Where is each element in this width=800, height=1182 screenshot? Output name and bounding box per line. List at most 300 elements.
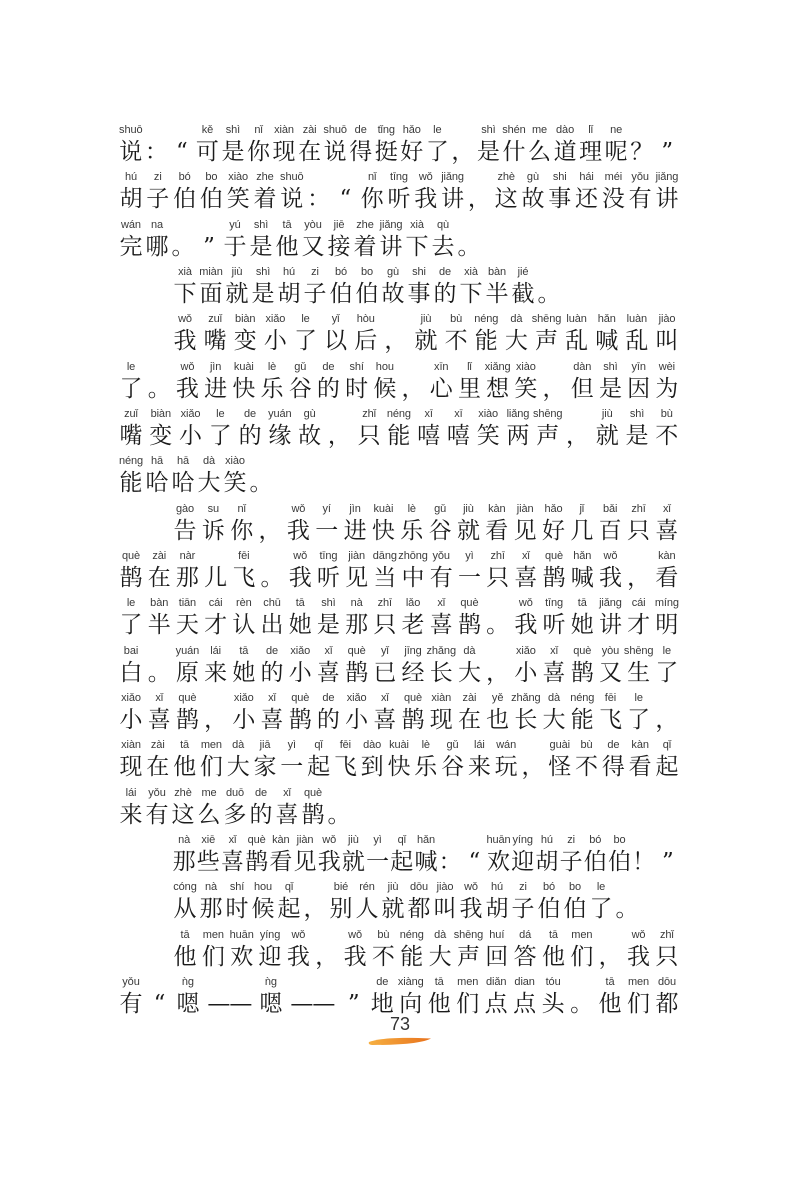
pinyin: xiē — [201, 833, 216, 846]
pinyin: cóng — [173, 881, 197, 894]
hanzi: 大 — [504, 328, 528, 355]
pinyin: jiù — [231, 265, 243, 278]
pinyin: bù — [450, 313, 463, 326]
hanzi: 鹊 — [542, 564, 566, 591]
pinyin: ne — [610, 124, 623, 136]
hanzi: 缘 — [268, 422, 292, 449]
pinyin: gù — [526, 171, 539, 184]
pinyin: lái — [125, 786, 137, 799]
hanzi: 时 — [225, 896, 249, 923]
hanzi: ” — [347, 990, 360, 1017]
pinyin: wǒ — [603, 549, 618, 562]
hanzi: 伯 — [563, 896, 587, 923]
hanzi: ， — [204, 706, 228, 733]
pinyin: xiǎo — [180, 407, 201, 420]
hanzi: 飞 — [333, 754, 357, 781]
pinyin: zhè — [174, 786, 192, 799]
hanzi: 好 — [541, 517, 565, 544]
pinyin: tā — [180, 928, 190, 941]
ruby-cell — [372, 595, 398, 642]
hanzi: 大 — [542, 706, 566, 733]
ruby-cell — [373, 122, 399, 169]
hanzi: 我 — [514, 612, 538, 639]
pinyin: bó — [178, 171, 191, 184]
pinyin: lè — [267, 360, 277, 373]
pinyin: le — [433, 124, 442, 136]
hanzi: 头 — [541, 990, 565, 1017]
ruby-cell — [172, 264, 198, 311]
ruby-cell — [520, 737, 546, 784]
pinyin: xiǎng — [484, 360, 511, 373]
pinyin: le — [634, 691, 643, 704]
ruby-cell — [196, 832, 220, 879]
hanzi: ： — [307, 186, 331, 213]
hanzi: 候 — [373, 375, 397, 402]
hanzi: 理 — [579, 139, 603, 165]
ruby-cell — [406, 264, 432, 311]
pinyin: nǐ — [367, 171, 377, 184]
pinyin: na — [150, 218, 164, 231]
pinyin: fēi — [604, 691, 617, 704]
ruby-cell — [484, 501, 510, 548]
ruby-cell — [118, 548, 144, 595]
pinyin: zhe — [256, 171, 274, 184]
hanzi: 见 — [293, 848, 317, 875]
pinyin: bo — [205, 171, 218, 184]
ruby-cell — [484, 879, 510, 926]
pinyin: shēng — [532, 407, 563, 420]
hanzi: 鹊 — [301, 801, 325, 828]
pinyin: wèi — [658, 360, 675, 373]
ruby-cell — [541, 359, 567, 406]
pinyin: hái — [579, 171, 594, 184]
ruby-cell — [432, 879, 458, 926]
hanzi: 好 — [400, 139, 424, 165]
ruby-cell — [564, 406, 590, 453]
pinyin: qù — [436, 218, 450, 231]
hanzi: 这 — [171, 801, 195, 828]
ruby-cell — [390, 832, 414, 879]
pinyin: xǐ — [268, 691, 276, 704]
ruby-cell — [297, 406, 323, 453]
pinyin: yòu — [601, 644, 620, 657]
hanzi: 现 — [119, 754, 143, 781]
pinyin: tīng — [389, 171, 408, 184]
ruby-cell — [626, 359, 652, 406]
hanzi: 只 — [627, 517, 650, 544]
pinyin: yǐ — [331, 313, 340, 326]
hanzi: 飞 — [598, 706, 622, 733]
ruby-cell — [293, 832, 317, 879]
pinyin: rén — [359, 881, 375, 894]
hanzi: 胡 — [119, 186, 143, 213]
ruby-cell — [354, 879, 380, 926]
hanzi: 。 — [457, 233, 481, 260]
ruby-cell — [285, 927, 311, 974]
pinyin: lǐ — [467, 360, 472, 373]
hanzi: 生 — [627, 659, 651, 686]
hanzi: 小 — [179, 422, 203, 449]
pinyin: xiǎo — [515, 644, 536, 657]
text-line — [118, 737, 680, 784]
ruby-cell — [552, 122, 578, 169]
pinyin: tā — [180, 739, 190, 752]
pinyin: bó — [542, 881, 556, 894]
pinyin: le — [662, 644, 672, 657]
ruby-cell — [145, 169, 171, 216]
pinyin: xǐ — [550, 644, 558, 657]
hanzi: 心 — [429, 375, 453, 402]
ruby-cell — [207, 406, 233, 453]
page-number-brush-stroke — [368, 1034, 432, 1048]
hanzi: 道 — [553, 139, 577, 165]
hanzi: 子 — [511, 896, 535, 923]
ruby-cell — [259, 690, 285, 737]
pinyin: xǐ — [662, 502, 671, 515]
hanzi: 只 — [373, 612, 397, 639]
hanzi: 我 — [459, 896, 483, 923]
ruby-cell — [594, 406, 620, 453]
ruby-cell — [344, 690, 370, 737]
pinyin: shì — [253, 218, 269, 231]
ruby-cell — [456, 217, 482, 264]
pinyin: wǒ — [293, 549, 308, 562]
ruby-cell — [172, 832, 196, 879]
pinyin: què — [121, 549, 141, 562]
hanzi: 才 — [627, 612, 651, 639]
hanzi: 事 — [548, 186, 572, 213]
ruby-cell — [493, 737, 519, 784]
hanzi: 声 — [536, 422, 560, 449]
pinyin: néng — [570, 691, 595, 704]
hanzi: 叫 — [655, 328, 679, 355]
hanzi: 来 — [467, 754, 491, 781]
ruby-cell — [475, 406, 501, 453]
ruby-cell — [300, 217, 326, 264]
ruby-cell — [541, 690, 567, 737]
ruby-cell — [597, 927, 623, 974]
ruby-cell — [145, 737, 171, 784]
pinyin: bo — [568, 881, 582, 894]
hanzi: 看 — [269, 848, 293, 875]
hanzi: 大 — [428, 943, 452, 970]
hanzi: 回 — [485, 943, 509, 970]
pinyin: néng — [474, 313, 499, 326]
hanzi: 他 — [541, 943, 565, 970]
ruby-cell — [597, 690, 623, 737]
pinyin: hou — [253, 881, 273, 894]
hanzi: 就 — [456, 517, 480, 544]
hanzi: 。 — [537, 280, 561, 307]
hanzi: “ — [468, 848, 481, 875]
ruby-cell — [574, 169, 600, 216]
hanzi: 讲 — [655, 186, 679, 213]
pinyin: shì — [629, 407, 645, 420]
body-text — [118, 122, 680, 1021]
ruby-cell — [594, 311, 620, 358]
ruby-cell — [513, 690, 539, 737]
ruby-cell — [359, 737, 385, 784]
ruby-cell — [314, 501, 340, 548]
ruby-cell — [654, 595, 680, 642]
ruby-cell — [513, 595, 539, 642]
pinyin: cái — [631, 597, 646, 610]
pinyin: jiǎng — [599, 597, 622, 610]
ruby-cell — [427, 501, 453, 548]
ruby-cell — [146, 548, 172, 595]
hanzi: 嘻 — [446, 422, 470, 449]
pinyin: tā — [239, 644, 249, 657]
ruby-cell — [629, 122, 655, 169]
pinyin: wǒ — [348, 928, 362, 941]
ruby-cell — [485, 643, 511, 690]
hanzi: 我 — [286, 517, 310, 544]
hanzi: 只 — [655, 943, 679, 970]
ruby-cell — [196, 217, 222, 264]
hanzi: ， — [401, 375, 425, 402]
ruby-cell — [536, 879, 562, 926]
hanzi: 迎 — [258, 943, 282, 970]
pinyin: tā — [577, 597, 587, 610]
pinyin: shén — [502, 124, 526, 136]
pinyin: wǒ — [178, 313, 192, 326]
pinyin: dian — [514, 975, 535, 988]
hanzi: 一 — [315, 517, 339, 544]
pinyin: lǐ — [588, 124, 593, 136]
pinyin: shì — [481, 124, 496, 136]
hanzi: 说 — [119, 139, 143, 165]
pinyin: jiù — [348, 833, 359, 846]
hanzi: 几 — [570, 517, 594, 544]
hanzi: 我 — [343, 943, 367, 970]
ruby-cell — [597, 595, 623, 642]
hanzi: 你 — [230, 517, 254, 544]
hanzi: 着 — [253, 186, 277, 213]
hanzi: 小 — [514, 659, 538, 686]
pinyin: jǐ — [579, 502, 585, 515]
paragraph — [118, 879, 680, 926]
hanzi: 的 — [316, 375, 340, 402]
pinyin: zhǎng — [511, 691, 541, 704]
pinyin: xià — [464, 265, 478, 278]
pinyin: què — [303, 786, 323, 799]
hanzi: “ — [153, 990, 166, 1017]
ruby-cell — [540, 501, 566, 548]
pinyin: gù — [303, 407, 316, 420]
pinyin: xiǎo — [233, 691, 254, 704]
text-line — [118, 832, 680, 879]
pinyin: su — [207, 502, 220, 515]
pinyin: zhī — [631, 502, 646, 515]
pinyin: lái — [474, 739, 485, 752]
hanzi: 有 — [119, 990, 143, 1017]
hanzi: 说 — [280, 186, 304, 213]
hanzi: 笑 — [476, 422, 500, 449]
hanzi: 是 — [251, 280, 275, 307]
hanzi: 谷 — [428, 517, 452, 544]
ruby-cell — [328, 879, 354, 926]
pinyin: jīng — [404, 644, 422, 657]
pinyin: zhǎng — [426, 644, 456, 657]
pinyin: zài — [302, 124, 317, 136]
ruby-cell — [438, 832, 462, 879]
pinyin: cái — [208, 597, 223, 610]
ruby-cell — [300, 785, 326, 832]
hanzi: 的 — [316, 706, 340, 733]
pinyin: què — [291, 691, 310, 704]
hanzi: 长 — [429, 659, 453, 686]
pinyin: hú — [124, 171, 138, 184]
ruby-cell — [380, 879, 406, 926]
pinyin: kuài — [373, 502, 394, 515]
pinyin: wán — [496, 739, 517, 752]
ruby-cell — [229, 501, 255, 548]
hanzi: 。 — [327, 801, 351, 828]
pinyin: zi — [567, 833, 575, 846]
pinyin: hǎo — [402, 124, 421, 136]
ruby-cell — [118, 406, 144, 453]
ruby-cell — [541, 548, 567, 595]
pinyin: wǒ — [322, 833, 337, 846]
ruby-cell — [354, 264, 380, 311]
ruby-cell — [383, 311, 409, 358]
ruby-cell — [231, 359, 257, 406]
hanzi: 了 — [119, 375, 143, 402]
ruby-cell — [440, 169, 466, 216]
hanzi: 不 — [655, 422, 679, 449]
ruby-cell — [386, 169, 412, 216]
hanzi: 了 — [119, 612, 143, 639]
pinyin: xiào — [478, 407, 499, 420]
ruby-cell — [323, 311, 349, 358]
ruby-cell — [146, 690, 172, 737]
ruby-cell — [302, 879, 328, 926]
ruby-cell — [231, 690, 257, 737]
hanzi: 他 — [173, 943, 197, 970]
pinyin: hú — [282, 265, 296, 278]
ruby-cell — [547, 169, 573, 216]
hanzi: 喜 — [542, 659, 566, 686]
ruby-cell — [224, 264, 250, 311]
pinyin: què — [573, 644, 592, 657]
pinyin: hā — [176, 455, 190, 468]
ruby-cell — [476, 122, 502, 169]
hanzi: 。 — [171, 233, 195, 260]
ruby-cell — [541, 595, 567, 642]
text-line — [118, 548, 680, 595]
paragraph — [118, 264, 680, 311]
hanzi: 乱 — [625, 328, 649, 355]
pinyin: le — [216, 407, 225, 420]
pinyin: xǐ — [437, 597, 446, 610]
ruby-cell — [366, 832, 390, 879]
pinyin: xǐ — [155, 691, 164, 704]
hanzi: 他 — [173, 754, 197, 781]
ruby-cell — [170, 217, 196, 264]
pinyin: dōu — [409, 881, 429, 894]
ruby-cell — [315, 548, 341, 595]
ruby-cell — [276, 879, 302, 926]
hanzi: 听 — [387, 186, 411, 213]
ruby-cell — [520, 169, 546, 216]
pinyin: zhī — [377, 597, 393, 610]
hanzi: 变 — [149, 422, 173, 449]
pinyin: nǐ — [254, 124, 263, 136]
ruby-cell — [511, 832, 535, 879]
ruby-cell — [118, 643, 144, 690]
hanzi: 候 — [251, 896, 275, 923]
ruby-cell — [174, 548, 200, 595]
ruby-cell — [172, 737, 198, 784]
ruby-cell — [326, 785, 352, 832]
ruby-cell — [314, 927, 340, 974]
hanzi: 听 — [542, 612, 566, 639]
pinyin: men — [627, 975, 650, 988]
hanzi: ” — [203, 233, 215, 260]
hanzi: 子 — [559, 848, 583, 875]
pinyin: shí — [349, 360, 364, 373]
hanzi: 快 — [232, 375, 256, 402]
hanzi: ， — [542, 375, 566, 402]
ruby-cell — [626, 501, 652, 548]
pinyin: de — [322, 691, 335, 704]
hanzi: ？ — [630, 139, 654, 165]
hanzi: 接 — [327, 233, 351, 260]
ruby-cell — [372, 690, 398, 737]
hanzi: 嘴 — [119, 422, 143, 449]
hanzi: 能 — [474, 328, 498, 355]
pinyin: gǔ — [294, 360, 307, 373]
hanzi: 见 — [513, 517, 537, 544]
hanzi: 两 — [506, 422, 530, 449]
ruby-cell — [399, 122, 425, 169]
hanzi: 是 — [221, 139, 245, 165]
ruby-cell — [485, 359, 511, 406]
pinyin: dà — [232, 739, 245, 752]
pinyin: míng — [654, 597, 679, 610]
pinyin: xī — [424, 407, 433, 420]
ruby-cell — [486, 832, 510, 879]
pinyin: biàn — [150, 407, 171, 420]
ruby-cell — [583, 832, 607, 879]
ruby-cell — [400, 359, 426, 406]
pinyin: yì — [287, 739, 296, 752]
pinyin: wǒ — [291, 928, 306, 941]
hanzi: 就 — [381, 896, 405, 923]
ruby-cell — [654, 122, 680, 169]
ruby-cell — [267, 406, 293, 453]
ruby-cell — [414, 832, 438, 879]
pinyin: dàn — [573, 360, 592, 373]
pinyin: yòu — [304, 218, 322, 231]
hanzi: 是 — [249, 233, 273, 260]
pinyin: kàn — [488, 502, 506, 515]
ruby-cell — [370, 927, 396, 974]
pinyin: guài — [549, 739, 570, 752]
ruby-cell — [315, 690, 341, 737]
pinyin: yǒu — [631, 171, 649, 184]
hanzi: 了 — [208, 422, 232, 449]
pinyin: bai — [123, 644, 139, 657]
ruby-cell — [344, 359, 370, 406]
pinyin: shēng — [531, 313, 562, 326]
hanzi: 看 — [485, 517, 509, 544]
ruby-cell — [148, 406, 174, 453]
pinyin: jiàn — [296, 833, 314, 846]
hanzi: 鹊 — [345, 659, 369, 686]
hanzi: 到 — [360, 754, 384, 781]
ruby-cell — [626, 927, 652, 974]
